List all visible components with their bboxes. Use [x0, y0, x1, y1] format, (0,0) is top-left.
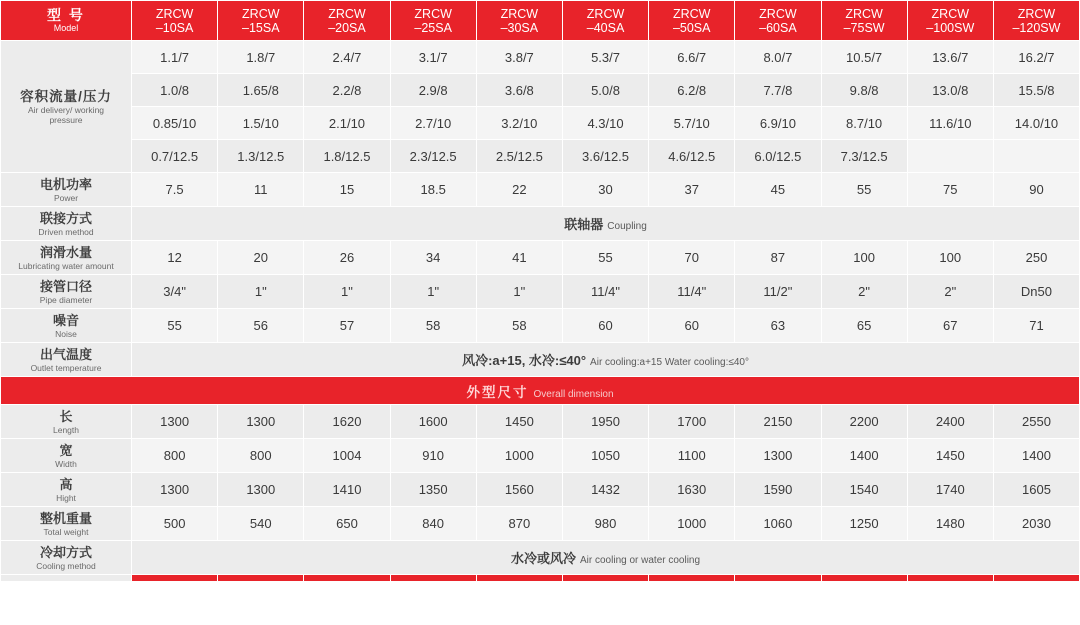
cell-1-4: 18.5	[390, 173, 476, 207]
cell-10-11: 1605	[993, 473, 1079, 507]
model-name-line1: ZRCW	[931, 6, 970, 21]
cell-9-6: 1050	[562, 439, 648, 473]
merged-text-cn: 水冷或风冷	[510, 551, 576, 566]
row-label-cn: 电机功率	[39, 176, 92, 192]
cell-11-6: 980	[562, 507, 648, 541]
header-model-4	[390, 1, 476, 41]
cell-flow-3-5: 3.2/10	[476, 107, 562, 140]
cell-1-9: 55	[821, 173, 907, 207]
cell-9-3: 1004	[304, 439, 390, 473]
cell-flow-4-9: 7.3/12.5	[821, 140, 907, 173]
cell-flow-1-5: 3.8/7	[476, 41, 562, 74]
model-name-line1: ZRCW	[328, 6, 366, 21]
next-header-strip-cell-8	[735, 575, 821, 582]
next-header-strip-cell-9	[821, 575, 907, 582]
table-row-1	[1, 173, 1080, 207]
flow-row-1	[1, 41, 1080, 74]
cell-flow-3-11: 14.0/10	[993, 107, 1079, 140]
cell-8-3: 1620	[304, 405, 390, 439]
cell-10-1: 1300	[132, 473, 218, 507]
cell-flow-1-7: 6.6/7	[649, 41, 735, 74]
row-label-en: Hight	[56, 492, 76, 503]
cell-1-5: 22	[476, 173, 562, 207]
model-name-line2: –50SA	[672, 20, 711, 35]
row-label-cn: 宽	[59, 442, 73, 458]
section-title-cn: 外型尺寸	[466, 384, 529, 400]
row-label-2	[1, 207, 132, 241]
cell-5-1: 55	[132, 309, 218, 343]
model-name-line1: ZRCW	[586, 6, 625, 21]
next-header-strip-cell-10	[907, 575, 993, 582]
row-label-en: Driven method	[38, 226, 94, 237]
row-label-en: Pipe diameter	[39, 294, 93, 305]
cell-4-1: 3/4"	[132, 275, 218, 309]
header-model-9	[821, 1, 907, 41]
cell-4-11: Dn50	[993, 275, 1079, 309]
row-label-cn: 高	[59, 476, 73, 492]
row-label-6	[1, 343, 132, 377]
cell-5-5: 58	[476, 309, 562, 343]
cell-10-3: 1410	[304, 473, 390, 507]
table-body	[1, 1, 1080, 582]
model-name-line1: ZRCW	[242, 6, 280, 21]
next-header-strip	[1, 575, 1080, 582]
cell-flow-1-9: 10.5/7	[821, 41, 907, 74]
row-label-cn: 整机重量	[39, 510, 92, 526]
row-label-en: Cooling method	[36, 560, 96, 571]
cell-5-11: 71	[993, 309, 1079, 343]
cell-10-4: 1350	[390, 473, 476, 507]
cell-9-9: 1400	[821, 439, 907, 473]
row-label-en: Lubricating water amount	[18, 260, 114, 271]
model-name-line1: ZRCW	[1017, 6, 1056, 21]
cell-flow-3-2: 1.5/10	[218, 107, 304, 140]
table-row-3	[1, 241, 1080, 275]
cell-flow-4-8: 6.0/12.5	[735, 140, 821, 173]
model-name-line2: –10SA	[155, 20, 194, 35]
row-label-cn: 润滑水量	[39, 244, 92, 260]
model-name-line1: ZRCW	[759, 6, 797, 21]
merged-value-6	[132, 343, 1080, 377]
cell-10-10: 1740	[907, 473, 993, 507]
table-row-5	[1, 309, 1080, 343]
cell-8-2: 1300	[218, 405, 304, 439]
cell-1-8: 45	[735, 173, 821, 207]
row-label-en: Outlet temperature	[30, 362, 102, 373]
cell-11-3: 650	[304, 507, 390, 541]
cell-flow-2-8: 7.7/8	[735, 74, 821, 107]
cell-3-11: 250	[993, 241, 1079, 275]
cell-1-11: 90	[993, 173, 1079, 207]
cell-8-4: 1600	[390, 405, 476, 439]
row-label-en: Length	[53, 424, 79, 435]
cell-11-11: 2030	[993, 507, 1079, 541]
next-header-strip-cell-1	[132, 575, 218, 582]
cell-flow-2-1: 1.0/8	[132, 74, 218, 107]
model-name-line1: ZRCW	[500, 6, 539, 21]
merged-text-cn: 风冷:a+15, 水冷:≤40°	[462, 353, 587, 368]
next-header-strip-cell-5	[476, 575, 562, 582]
cell-4-10: 2"	[907, 275, 993, 309]
row-label-5	[1, 309, 132, 343]
cell-3-9: 100	[821, 241, 907, 275]
cell-flow-1-6: 5.3/7	[562, 41, 648, 74]
model-name-line2: –40SA	[586, 20, 625, 35]
cell-5-9: 65	[821, 309, 907, 343]
cell-flow-2-3: 2.2/8	[304, 74, 390, 107]
cell-flow-2-7: 6.2/8	[649, 74, 735, 107]
cell-9-5: 1000	[476, 439, 562, 473]
header-model-1	[132, 1, 218, 41]
row-label-cn: 长	[59, 408, 73, 424]
cell-flow-2-4: 2.9/8	[390, 74, 476, 107]
cell-10-6: 1432	[562, 473, 648, 507]
merged-value-12	[132, 541, 1080, 575]
cell-1-7: 37	[649, 173, 735, 207]
cell-5-7: 60	[649, 309, 735, 343]
header-model-11	[993, 1, 1079, 41]
cell-8-10: 2400	[907, 405, 993, 439]
cell-4-8: 11/2"	[735, 275, 821, 309]
cell-11-5: 870	[476, 507, 562, 541]
row-label-en: Noise	[55, 328, 77, 339]
cell-1-10: 75	[907, 173, 993, 207]
merged-text-en: Coupling	[607, 221, 647, 232]
model-name-line2: –20SA	[328, 20, 366, 35]
model-name-line2: –120SW	[1012, 20, 1061, 35]
cell-3-5: 41	[476, 241, 562, 275]
section-title-en: Overall dimension	[533, 388, 614, 400]
model-name-line1: ZRCW	[845, 6, 883, 21]
cell-9-4: 910	[390, 439, 476, 473]
row-label-en: Power	[53, 192, 79, 203]
cell-flow-1-1: 1.1/7	[132, 41, 218, 74]
next-header-strip-cell-6	[562, 575, 648, 582]
cell-9-2: 800	[218, 439, 304, 473]
header-model-3	[304, 1, 390, 41]
cell-8-11: 2550	[993, 405, 1079, 439]
row-label-cn: 容积流量/压力	[20, 88, 112, 104]
cell-9-1: 800	[132, 439, 218, 473]
row-label-cn: 冷却方式	[39, 544, 92, 560]
cell-3-8: 87	[735, 241, 821, 275]
cell-11-9: 1250	[821, 507, 907, 541]
row-label-cn: 联接方式	[39, 210, 92, 226]
cell-11-10: 1480	[907, 507, 993, 541]
cell-flow-1-3: 2.4/7	[304, 41, 390, 74]
header-model-7	[649, 1, 735, 41]
cell-10-7: 1630	[649, 473, 735, 507]
row-label-en: Width	[55, 458, 77, 469]
cell-8-9: 2200	[821, 405, 907, 439]
cell-flow-2-6: 5.0/8	[562, 74, 648, 107]
cell-flow-1-10: 13.6/7	[907, 41, 993, 74]
cell-1-1: 7.5	[132, 173, 218, 207]
row-label-4	[1, 275, 132, 309]
table-row-12	[1, 541, 1080, 575]
table-row-11	[1, 507, 1080, 541]
cell-3-10: 100	[907, 241, 993, 275]
row-label-3	[1, 241, 132, 275]
cell-flow-3-8: 6.9/10	[735, 107, 821, 140]
cell-flow-3-7: 5.7/10	[649, 107, 735, 140]
model-name-line2: –15SA	[242, 20, 280, 35]
model-name-line2: –60SA	[759, 20, 797, 35]
cell-5-2: 56	[218, 309, 304, 343]
cell-flow-3-9: 8.7/10	[821, 107, 907, 140]
cell-3-6: 55	[562, 241, 648, 275]
header-model-label-cn: 型 号	[47, 6, 85, 23]
next-header-strip-cell-2	[218, 575, 304, 582]
row-label-en: Air delivery/ working pressure	[27, 104, 105, 125]
header-model-8	[735, 1, 821, 41]
header-model-label	[1, 1, 132, 41]
model-name-line2: –25SA	[414, 20, 452, 35]
cell-flow-1-2: 1.8/7	[218, 41, 304, 74]
row-label-10	[1, 473, 132, 507]
row-label-12	[1, 541, 132, 575]
cell-4-5: 1"	[476, 275, 562, 309]
cell-3-7: 70	[649, 241, 735, 275]
cell-flow-2-9: 9.8/8	[821, 74, 907, 107]
model-name-line1: ZRCW	[414, 6, 452, 21]
table-row-6	[1, 343, 1080, 377]
cell-flow-3-3: 2.1/10	[304, 107, 390, 140]
cell-flow-2-10: 13.0/8	[907, 74, 993, 107]
row-label-en: Total weight	[43, 526, 89, 537]
cell-flow-4-6: 3.6/12.5	[562, 140, 648, 173]
cell-3-4: 34	[390, 241, 476, 275]
row-label-cn: 出气温度	[39, 346, 92, 362]
cell-4-9: 2"	[821, 275, 907, 309]
cell-11-1: 500	[132, 507, 218, 541]
table-row-2	[1, 207, 1080, 241]
next-header-strip-cell-7	[649, 575, 735, 582]
table-row-8	[1, 405, 1080, 439]
cell-10-2: 1300	[218, 473, 304, 507]
next-header-strip-cell-11	[993, 575, 1079, 582]
table-row-4	[1, 275, 1080, 309]
cell-9-10: 1450	[907, 439, 993, 473]
cell-5-4: 58	[390, 309, 476, 343]
merged-text-en: Air cooling or water cooling	[580, 555, 701, 566]
cell-8-5: 1450	[476, 405, 562, 439]
cell-11-4: 840	[390, 507, 476, 541]
header-model-5	[476, 1, 562, 41]
cell-4-6: 11/4"	[562, 275, 648, 309]
row-label-cn: 噪音	[52, 312, 79, 328]
cell-flow-4-5: 2.5/12.5	[476, 140, 562, 173]
cell-4-3: 1"	[304, 275, 390, 309]
merged-value-2	[132, 207, 1080, 241]
row-label-air-delivery	[1, 41, 132, 173]
cell-flow-4-1: 0.7/12.5	[132, 140, 218, 173]
cell-3-1: 12	[132, 241, 218, 275]
cell-1-2: 11	[218, 173, 304, 207]
flow-row-3	[1, 107, 1080, 140]
next-header-strip-cell-4	[390, 575, 476, 582]
row-label-11	[1, 507, 132, 541]
model-name-line2: –100SW	[926, 20, 975, 35]
table-row-7	[1, 377, 1080, 405]
cell-flow-2-2: 1.65/8	[218, 74, 304, 107]
next-header-strip-label	[1, 575, 132, 582]
model-name-line1: ZRCW	[155, 6, 194, 21]
row-label-cn: 接管口径	[39, 278, 92, 294]
cell-11-2: 540	[218, 507, 304, 541]
cell-9-8: 1300	[735, 439, 821, 473]
row-label-1	[1, 173, 132, 207]
cell-8-1: 1300	[132, 405, 218, 439]
cell-11-7: 1000	[649, 507, 735, 541]
cell-10-8: 1590	[735, 473, 821, 507]
cell-flow-4-2: 1.3/12.5	[218, 140, 304, 173]
table-row-9	[1, 439, 1080, 473]
cell-5-8: 63	[735, 309, 821, 343]
cell-8-6: 1950	[562, 405, 648, 439]
cell-flow-1-11: 16.2/7	[993, 41, 1079, 74]
cell-5-3: 57	[304, 309, 390, 343]
header-model-label-en: Model	[53, 22, 79, 33]
cell-flow-4-10	[907, 140, 993, 173]
flow-row-4	[1, 140, 1080, 173]
model-name-line2: –30SA	[500, 20, 539, 35]
section-band	[1, 377, 1080, 405]
cell-4-7: 11/4"	[649, 275, 735, 309]
cell-flow-4-7: 4.6/12.5	[649, 140, 735, 173]
merged-text-en: Air cooling:a+15 Water cooling:≤40°	[590, 357, 749, 368]
table-header-row	[1, 1, 1080, 41]
header-model-6	[562, 1, 648, 41]
cell-flow-4-4: 2.3/12.5	[390, 140, 476, 173]
cell-9-11: 1400	[993, 439, 1079, 473]
cell-flow-3-10: 11.6/10	[907, 107, 993, 140]
cell-1-6: 30	[562, 173, 648, 207]
model-name-line2: –75SW	[843, 20, 885, 35]
cell-flow-4-3: 1.8/12.5	[304, 140, 390, 173]
cell-10-9: 1540	[821, 473, 907, 507]
table-row-10	[1, 473, 1080, 507]
cell-3-2: 20	[218, 241, 304, 275]
cell-flow-4-11	[993, 140, 1079, 173]
header-model-10	[907, 1, 993, 41]
header-model-2	[218, 1, 304, 41]
cell-flow-1-8: 8.0/7	[735, 41, 821, 74]
cell-8-8: 2150	[735, 405, 821, 439]
cell-9-7: 1100	[649, 439, 735, 473]
cell-11-8: 1060	[735, 507, 821, 541]
cell-4-2: 1"	[218, 275, 304, 309]
cell-1-3: 15	[304, 173, 390, 207]
cell-5-10: 67	[907, 309, 993, 343]
cell-flow-3-4: 2.7/10	[390, 107, 476, 140]
model-name-line1: ZRCW	[672, 6, 711, 21]
cell-flow-2-5: 3.6/8	[476, 74, 562, 107]
cell-flow-1-4: 3.1/7	[390, 41, 476, 74]
row-label-9	[1, 439, 132, 473]
flow-row-2	[1, 74, 1080, 107]
merged-text-cn: 联轴器	[564, 217, 604, 232]
cell-flow-2-11: 15.5/8	[993, 74, 1079, 107]
cell-8-7: 1700	[649, 405, 735, 439]
cell-flow-3-1: 0.85/10	[132, 107, 218, 140]
cell-5-6: 60	[562, 309, 648, 343]
cell-4-4: 1"	[390, 275, 476, 309]
row-label-8	[1, 405, 132, 439]
cell-10-5: 1560	[476, 473, 562, 507]
cell-flow-3-6: 4.3/10	[562, 107, 648, 140]
cell-3-3: 26	[304, 241, 390, 275]
next-header-strip-cell-3	[304, 575, 390, 582]
